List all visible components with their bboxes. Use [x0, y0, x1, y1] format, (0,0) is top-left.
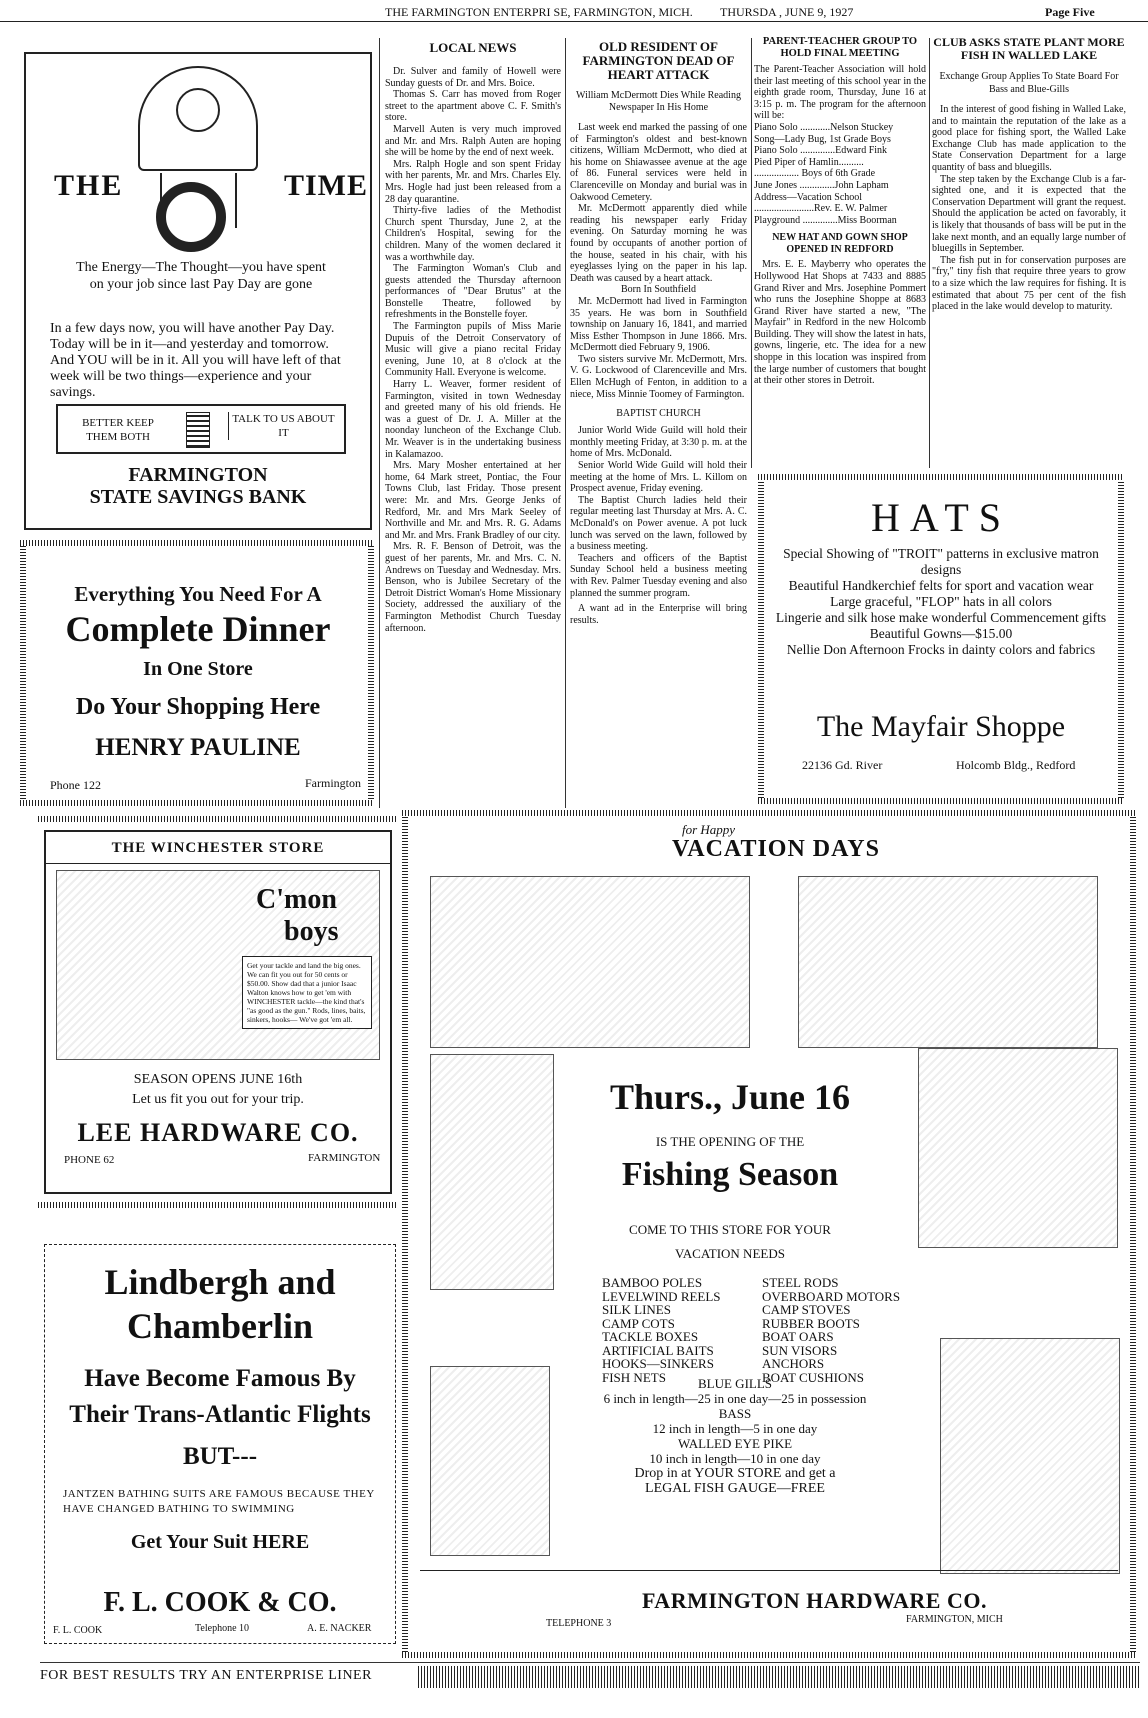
old-resident-body: [570, 122, 747, 400]
column-rule: [565, 38, 566, 808]
lindbergh-left: F. L. COOK: [53, 1625, 103, 1636]
border-hatch: [38, 816, 398, 822]
news-paragraph: Harry L. Weaver, former resident of Farmington, visited in town Wednesday and greeted many of his old friends. He was a guest of Dr. J. A. Miller at the noonday luncheon of the Exchange Club. Mr. Weaver is in the undertaking business in Kalamazoo.: [385, 379, 561, 460]
limit-line: BASS: [718, 1406, 752, 1421]
article-subhead: Born In Southfield: [621, 284, 696, 296]
news-paragraph: Marvell Auten is very much improved and Mr. and Mrs. Ralph Auten are hoping she will be home by the end of next week.: [385, 123, 561, 159]
border-hatch: [758, 798, 1124, 804]
list-item: SILK LINES: [602, 1302, 671, 1317]
news-paragraph: The Farmington Woman's Club and guests attended the Thursday afternoon performances of "Dear Brutus" at the Bonstelle Theatre, followed by refreshments in the Bonstelle foyer.: [385, 263, 561, 321]
pt-title: PARENT-TEACHER GROUP TO HOLD FINAL MEETING: [762, 36, 918, 59]
lindbergh-tel: Telephone 10: [195, 1623, 250, 1634]
lindbergh-line1: Lindbergh and: [104, 1262, 336, 1302]
winchester-ad: [44, 830, 392, 1194]
lindbergh-line5: BUT---: [182, 1443, 258, 1470]
limit-line: Drop in at YOUR STORE and get a: [634, 1466, 836, 1481]
footer-rule: [40, 1662, 1140, 1663]
list-item: ARTIFICIAL BAITS: [602, 1342, 714, 1358]
hardware-come: COME TO THIS STORE FOR YOUR: [629, 1222, 831, 1237]
program-line: Song—Lady Bug, 1st Grade Boys: [754, 133, 891, 145]
clock-face-icon: [156, 182, 226, 252]
list-item: BOAT OARS: [762, 1329, 834, 1344]
parent-teacher-article: [754, 36, 926, 466]
hats-address-left: 22136 Gd. River: [802, 758, 883, 772]
bank-body: In a few days now, you will have another Pay Day. Today will be in it—and yesterday and tomorrow. And YOU will be in it. All you will have left of that week will be two things—experience and your savings.: [50, 321, 341, 400]
hardware-banner: VACATION DAYS: [672, 836, 880, 862]
fish-catch-illustration: [918, 1048, 1118, 1248]
border-hatch: [20, 800, 374, 806]
old-resident-title: OLD RESIDENT OF FARMINGTON DEAD OF HEART ATTACK: [582, 39, 735, 82]
program-line: .................. Boys of 6th Grade: [754, 168, 876, 180]
hardware-list-right: [762, 1276, 900, 1384]
program-line: June Jones ..............John Lapham: [754, 179, 889, 191]
border-hatch: [758, 474, 1124, 480]
list-item: HOOKS—SINKERS: [602, 1356, 714, 1371]
bank-name-1: FARMINGTON: [128, 464, 268, 486]
footer-liner: FOR BEST RESULTS TRY AN ENTERPRISE LINER: [40, 1668, 372, 1683]
lindbergh-line7: Get Your Suit HERE: [130, 1531, 310, 1553]
baptist-paragraph: A want ad in the Enterprise will bring results.: [570, 603, 747, 626]
hardware-ad: [410, 818, 1128, 1650]
local-news-title: LOCAL NEWS: [429, 40, 517, 55]
hats-ad: [766, 482, 1116, 796]
news-paragraph: Mrs. R. F. Benson of Detroit, was the guest of her parents, Mr. and Mrs. C. N. Andrews on Tuesday and Wednesday. Mrs. Benson, who is Jubilee Secretary of the Detroit District Woman's Home Missionary Society, addressed the auxiliary of the Farmington Methodist Church Tuesday afternoon.: [385, 541, 561, 634]
news-paragraph: Mrs. Mary Mosher entertained at her home, 64 Mark street, Pontiac, the Four Towns Club, last Friday. Those present were: Mr. and Mrs. George Jenks of Redford, Mr. and Mrs Mark Seeley of Northville and Mr. and Mrs. R. G. Adams and Mr. and Mrs. Frank Bradley of our city.: [385, 460, 561, 541]
bank-right-box: TALK TO US ABOUT IT: [228, 412, 338, 440]
baptist-title: BAPTIST CHURCH: [616, 408, 701, 420]
bank-left-box: BETTER KEEP THEM BOTH: [82, 417, 154, 443]
lindbergh-line6: JANTZEN BATHING SUITS ARE FAMOUS BECAUSE THEY HAVE CHANGED BATHING TO SWIMMING: [63, 1488, 375, 1515]
hats-line: Large graceful, "FLOP" hats in all colors: [830, 594, 1052, 609]
news-paragraph: The Farmington pupils of Miss Marie Dupuis of the Detroit Conservatory of Music will give a piano recital Friday evening, June 10, at 8 o'clock at the Community Hall. Everyone is welcome.: [385, 321, 561, 379]
winchester-store: LEE HARDWARE CO.: [77, 1118, 359, 1147]
baptist-paragraph: Senior World Wide Guild will hold their meeting at the home of Mrs. L. Killom on Prospect avenue, Friday evening.: [570, 460, 747, 495]
limit-line: WALLED EYE PIKE: [677, 1436, 793, 1451]
bank-the: THE: [54, 169, 124, 202]
baptist-paragraph: The Baptist Church ladies held their regular meeting last Thursday at Mrs. A. C. McDonald's on Power avenue. A pot luck lunch was served on the lawn, followed by a business meeting.: [570, 494, 747, 553]
list-item: OVERBOARD MOTORS: [762, 1288, 901, 1304]
dinner-ad: [30, 548, 366, 798]
border-hatch: [1130, 816, 1136, 1658]
camping-tent-illustration: [430, 876, 750, 1048]
winchester-season: SEASON OPENS JUNE 16th: [133, 1072, 303, 1087]
masthead-date: THURSDA , JUNE 9, 1927: [720, 5, 854, 19]
pt-program: [754, 122, 926, 226]
dinner-line4: Do Your Shopping Here: [75, 694, 321, 720]
limit-line: 12 inch in length—5 in one day: [652, 1421, 818, 1436]
border-hatch: [758, 474, 764, 804]
border-hatch: [402, 1652, 1136, 1658]
lindbergh-line4: Their Trans-Atlantic Flights: [69, 1401, 371, 1428]
bank-box: [56, 404, 346, 454]
limit-line: 6 inch in length—25 in one day—25 in possession: [603, 1391, 867, 1406]
local-news: [385, 40, 561, 808]
list-item: STEEL RODS: [762, 1275, 839, 1290]
hats-line: Beautiful Gowns—$15.00: [869, 626, 1013, 641]
club-paragraph: The fish put in for conservation purposes are "fry," tiny fish that require three years to grow to a size which the law requires for fishing. It is estimated that about 75 per cent of the fish placed in the lake would develop to maturity.: [932, 254, 1126, 313]
hardware-banner-small: for Happy: [682, 822, 736, 837]
bank-time: TIME: [284, 169, 369, 202]
hardware-store: FARMINGTON HARDWARE CO.: [642, 1588, 987, 1613]
baptist-paragraph: Junior World Wide Guild will hold their monthly meeting Friday, at 3:30 p. m. at the home of Mrs. McDonald.: [570, 425, 747, 460]
hardware-date: Thurs., June 16: [609, 1077, 851, 1117]
lindbergh-line3: Have Become Famous By: [84, 1365, 356, 1392]
limit-line: BLUE GILLS: [697, 1376, 773, 1391]
hardware-needs: VACATION NEEDS: [675, 1246, 785, 1261]
hats-lines: [772, 546, 1110, 658]
club-paragraph: In the interest of good fishing in Walled Lake, and to maintain the reputation of the lake as a good place for fishing sport, the Walled Lake Exchange Club has made application to the State Conservation Department for a large quantity of bass and bluegills.: [932, 104, 1126, 173]
column-rule: [379, 38, 380, 808]
hats-line: Beautiful Handkerchief felts for sport and vacation wear: [788, 578, 1094, 593]
border-hatch: [402, 810, 1136, 816]
club-title: CLUB ASKS STATE PLANT MORE FISH IN WALLED LAKE: [933, 35, 1125, 62]
winchester-fit: Let us fit you out for your trip.: [132, 1092, 304, 1107]
club-asks-article: [932, 36, 1126, 466]
baptist-paragraph: Teachers and officers of the Baptist Sunday School held a business meeting with Rev. Palmer Tuesday evening and also planned the summer program.: [570, 552, 747, 599]
border-hatch: [20, 540, 26, 805]
hats-line: Special Showing of "TROIT" patterns in exclusive matron designs: [783, 546, 1099, 577]
article-paragraph: Two sisters survive Mr. McDermott, Mrs. V. G. Lockwood of Clarenceville and Mrs. Ellen McHugh of Fenton, in addition to a niece, Miss Minnie Toomey of Farmington.: [570, 353, 747, 400]
list-item: CAMP COTS: [602, 1315, 675, 1331]
hats-address-right: Holcomb Bldg., Redford: [956, 758, 1076, 772]
winchester-header: THE WINCHESTER STORE: [46, 840, 390, 864]
bank-emblem-icon: [186, 412, 210, 448]
list-item: FISH NETS: [602, 1369, 666, 1385]
dinner-line3: In One Store: [143, 658, 253, 680]
program-line: Playground ..............Miss Boorman: [754, 214, 897, 226]
program-line: Pied Piper of Hamlin..........: [754, 156, 864, 168]
list-item: CAMP STOVES: [762, 1302, 851, 1317]
program-line: ........................Rev. E. W. Palmer: [754, 203, 888, 215]
club-subtitle: Exchange Group Applies To State Board For Bass and Blue-Gills: [939, 71, 1119, 95]
border-hatch: [38, 1202, 398, 1208]
hats-line: Nellie Don Afternoon Frocks in dainty colors and fabrics: [786, 642, 1096, 657]
dinner-town: Farmington: [305, 776, 361, 790]
masthead: [0, 0, 1148, 22]
bank-ad: [24, 52, 372, 530]
winchester-phone: PHONE 62: [64, 1154, 115, 1166]
dinner-phone: Phone 122: [50, 778, 101, 792]
club-paragraph: The step taken by the Exchange Club is a far-sighted one, and it is expected that the Conservation Department will grant the request. Should the application be acted on favorably, it is likely that thousands of bass will be put in the lake next month, and an equally large number of bluegills in September.: [932, 173, 1126, 255]
program-line: Address—Vacation School: [754, 191, 863, 203]
footer-hatch: [418, 1666, 1140, 1688]
article-paragraph: Mr. McDermott apparently died while reading his newspaper early Friday evening. On Saturday morning he was found by occupants of another portion of the house, seated in his chair, with his eyeglasses lying on the paper in his lap. Death was caused by a heart attack.: [570, 203, 747, 284]
list-item: BAMBOO POLES: [602, 1275, 703, 1290]
list-item: RUBBER BOOTS: [762, 1315, 860, 1331]
tackle-basket-illustration: [940, 1338, 1120, 1574]
winchester-town: FARMINGTON: [308, 1152, 381, 1164]
dinner-line5: HENRY PAULINE: [95, 734, 301, 761]
lindbergh-store: F. L. COOK & CO.: [103, 1587, 337, 1618]
program-line: Piano Solo ..............Edward Fink: [754, 145, 888, 157]
news-paragraph: Mrs. Ralph Hogle and son spent Friday with her parents, Mr. and Mrs. Charles Ely. Mrs. Hogle had just been released from a 28 day quarantine.: [385, 158, 561, 205]
woman-fishing-illustration: [430, 1366, 550, 1556]
border-hatch: [20, 540, 374, 546]
hat-shop-title: NEW HAT AND GOWN SHOP OPENED IN REDFORD: [772, 232, 908, 256]
winchester-headline-2: boys: [284, 916, 339, 947]
old-resident-article: [570, 40, 747, 808]
dinner-line2: Complete Dinner: [65, 609, 331, 649]
hardware-limits: [550, 1376, 920, 1496]
list-item: TACKLE BOXES: [602, 1329, 699, 1344]
hats-shop: The Mayfair Shoppe: [816, 710, 1066, 743]
bank-intro: The Energy—The Thought—you have spent on your job since last Pay Day are gone: [76, 260, 326, 292]
baptist-body: [570, 425, 747, 626]
news-paragraph: Dr. Sulver and family of Howell were Sunday guests of Dr. and Mrs. Boice.: [385, 66, 561, 89]
outboard-motor-illustration: [430, 1054, 554, 1290]
club-body: [932, 104, 1126, 313]
lindbergh-ad: [44, 1244, 396, 1644]
pt-intro: The Parent-Teacher Association will hold their last meeting of this school year in the eighth grade room, Thursday, June 16 at 3:15 p. m. The program for the afternoon will be:: [754, 64, 926, 122]
limit-line: 10 inch in length—10 in one day: [649, 1451, 821, 1466]
hardware-season: Fishing Season: [621, 1156, 839, 1193]
hardware-opening: IS THE OPENING OF THE: [655, 1134, 805, 1149]
dinner-line1: Everything You Need For A: [74, 582, 322, 606]
winchester-blurb: Get your tackle and land the big ones. We can fit you out for 50 cents or $50.00. Show dad that a junior Isaac Walton knows how to get 'em with WINCHESTER tackle—the kind that's "as good as the gun." Rods, lines, baits, sinkers, hooks— We've got 'em all.: [242, 956, 372, 1029]
masthead-page: Page Five: [1045, 5, 1095, 19]
winchester-headline-1: C'mon: [256, 884, 337, 915]
news-paragraph: Thirty-five ladies of the Methodist Church spent Thursday, June 2, at the Children's Hospital, sewing for the children. Many of the women declared it was a worthwhile day.: [385, 205, 561, 263]
bank-name-2: STATE SAVINGS BANK: [89, 486, 307, 508]
border-hatch: [1118, 474, 1124, 804]
boat-fishing-illustration: [798, 876, 1098, 1048]
lindbergh-right: A. E. NACKER: [307, 1623, 372, 1634]
hats-title: HATS: [870, 495, 1012, 540]
local-news-body: [385, 66, 561, 634]
article-paragraph: Last week end marked the passing of one of Farmington's oldest and best-known citizens, William McDermott, who died at his home on Shiawassee avenue at the age of 86. Funeral services were held in Clarenceville on Monday and burial was in Oakwood Cemetery.: [570, 122, 747, 203]
list-item: BOAT CUSHIONS: [762, 1369, 864, 1385]
list-item: LEVELWIND REELS: [602, 1288, 721, 1304]
limit-line: LEGAL FISH GAUGE—FREE: [645, 1481, 825, 1496]
program-line: Piano Solo ............Nelson Stuckey: [754, 121, 894, 133]
masthead-title: THE FARMINGTON ENTERPRI SE, FARMINGTON, MICH.: [385, 5, 693, 19]
hardware-list-left: [602, 1276, 721, 1384]
clock-icon: [138, 66, 258, 171]
border-hatch: [368, 540, 374, 805]
article-paragraph: Mr. McDermott had lived in Farmington 35 years. He was born in Southfield township on January 16, 1841, and married Miss Esther Thompson in June 1866. Mrs. McDermott died February 9, 1906.: [570, 295, 747, 354]
hats-line: Lingerie and silk hose make wonderful Commencement gifts: [775, 610, 1107, 625]
column-rule: [929, 38, 930, 468]
hat-shop-text: Mrs. E. E. Mayberry who operates the Hollywood Hat Shops at 7433 and 8885 Grand River and Mrs. Josephine Pommert who runs the Josephine Shoppe at 8683 Grand River have started a new, "The Mayfair" in Redford in the new Holcomb Building. They will show the latest in hats, gowns, lingerie, etc. The idea for a new shoppe in this location was inspired from the large number of customers that bought at their other stores in Detroit.: [754, 259, 926, 387]
old-resident-subtitle: William McDermott Dies While Reading Newspaper In His Home: [576, 90, 741, 113]
list-item: ANCHORS: [762, 1356, 825, 1371]
list-item: SUN VISORS: [762, 1342, 838, 1358]
lindbergh-line2: Chamberlin: [126, 1306, 313, 1346]
divider: [420, 1570, 1118, 1571]
column-rule: [751, 38, 752, 468]
hardware-town: FARMINGTON, MICH: [906, 1614, 1003, 1625]
hardware-telephone: TELEPHONE 3: [546, 1618, 612, 1629]
news-paragraph: Thomas S. Carr has moved from Roger street to the apartment above C. F. Smith's store.: [385, 89, 561, 124]
border-hatch: [402, 816, 408, 1658]
